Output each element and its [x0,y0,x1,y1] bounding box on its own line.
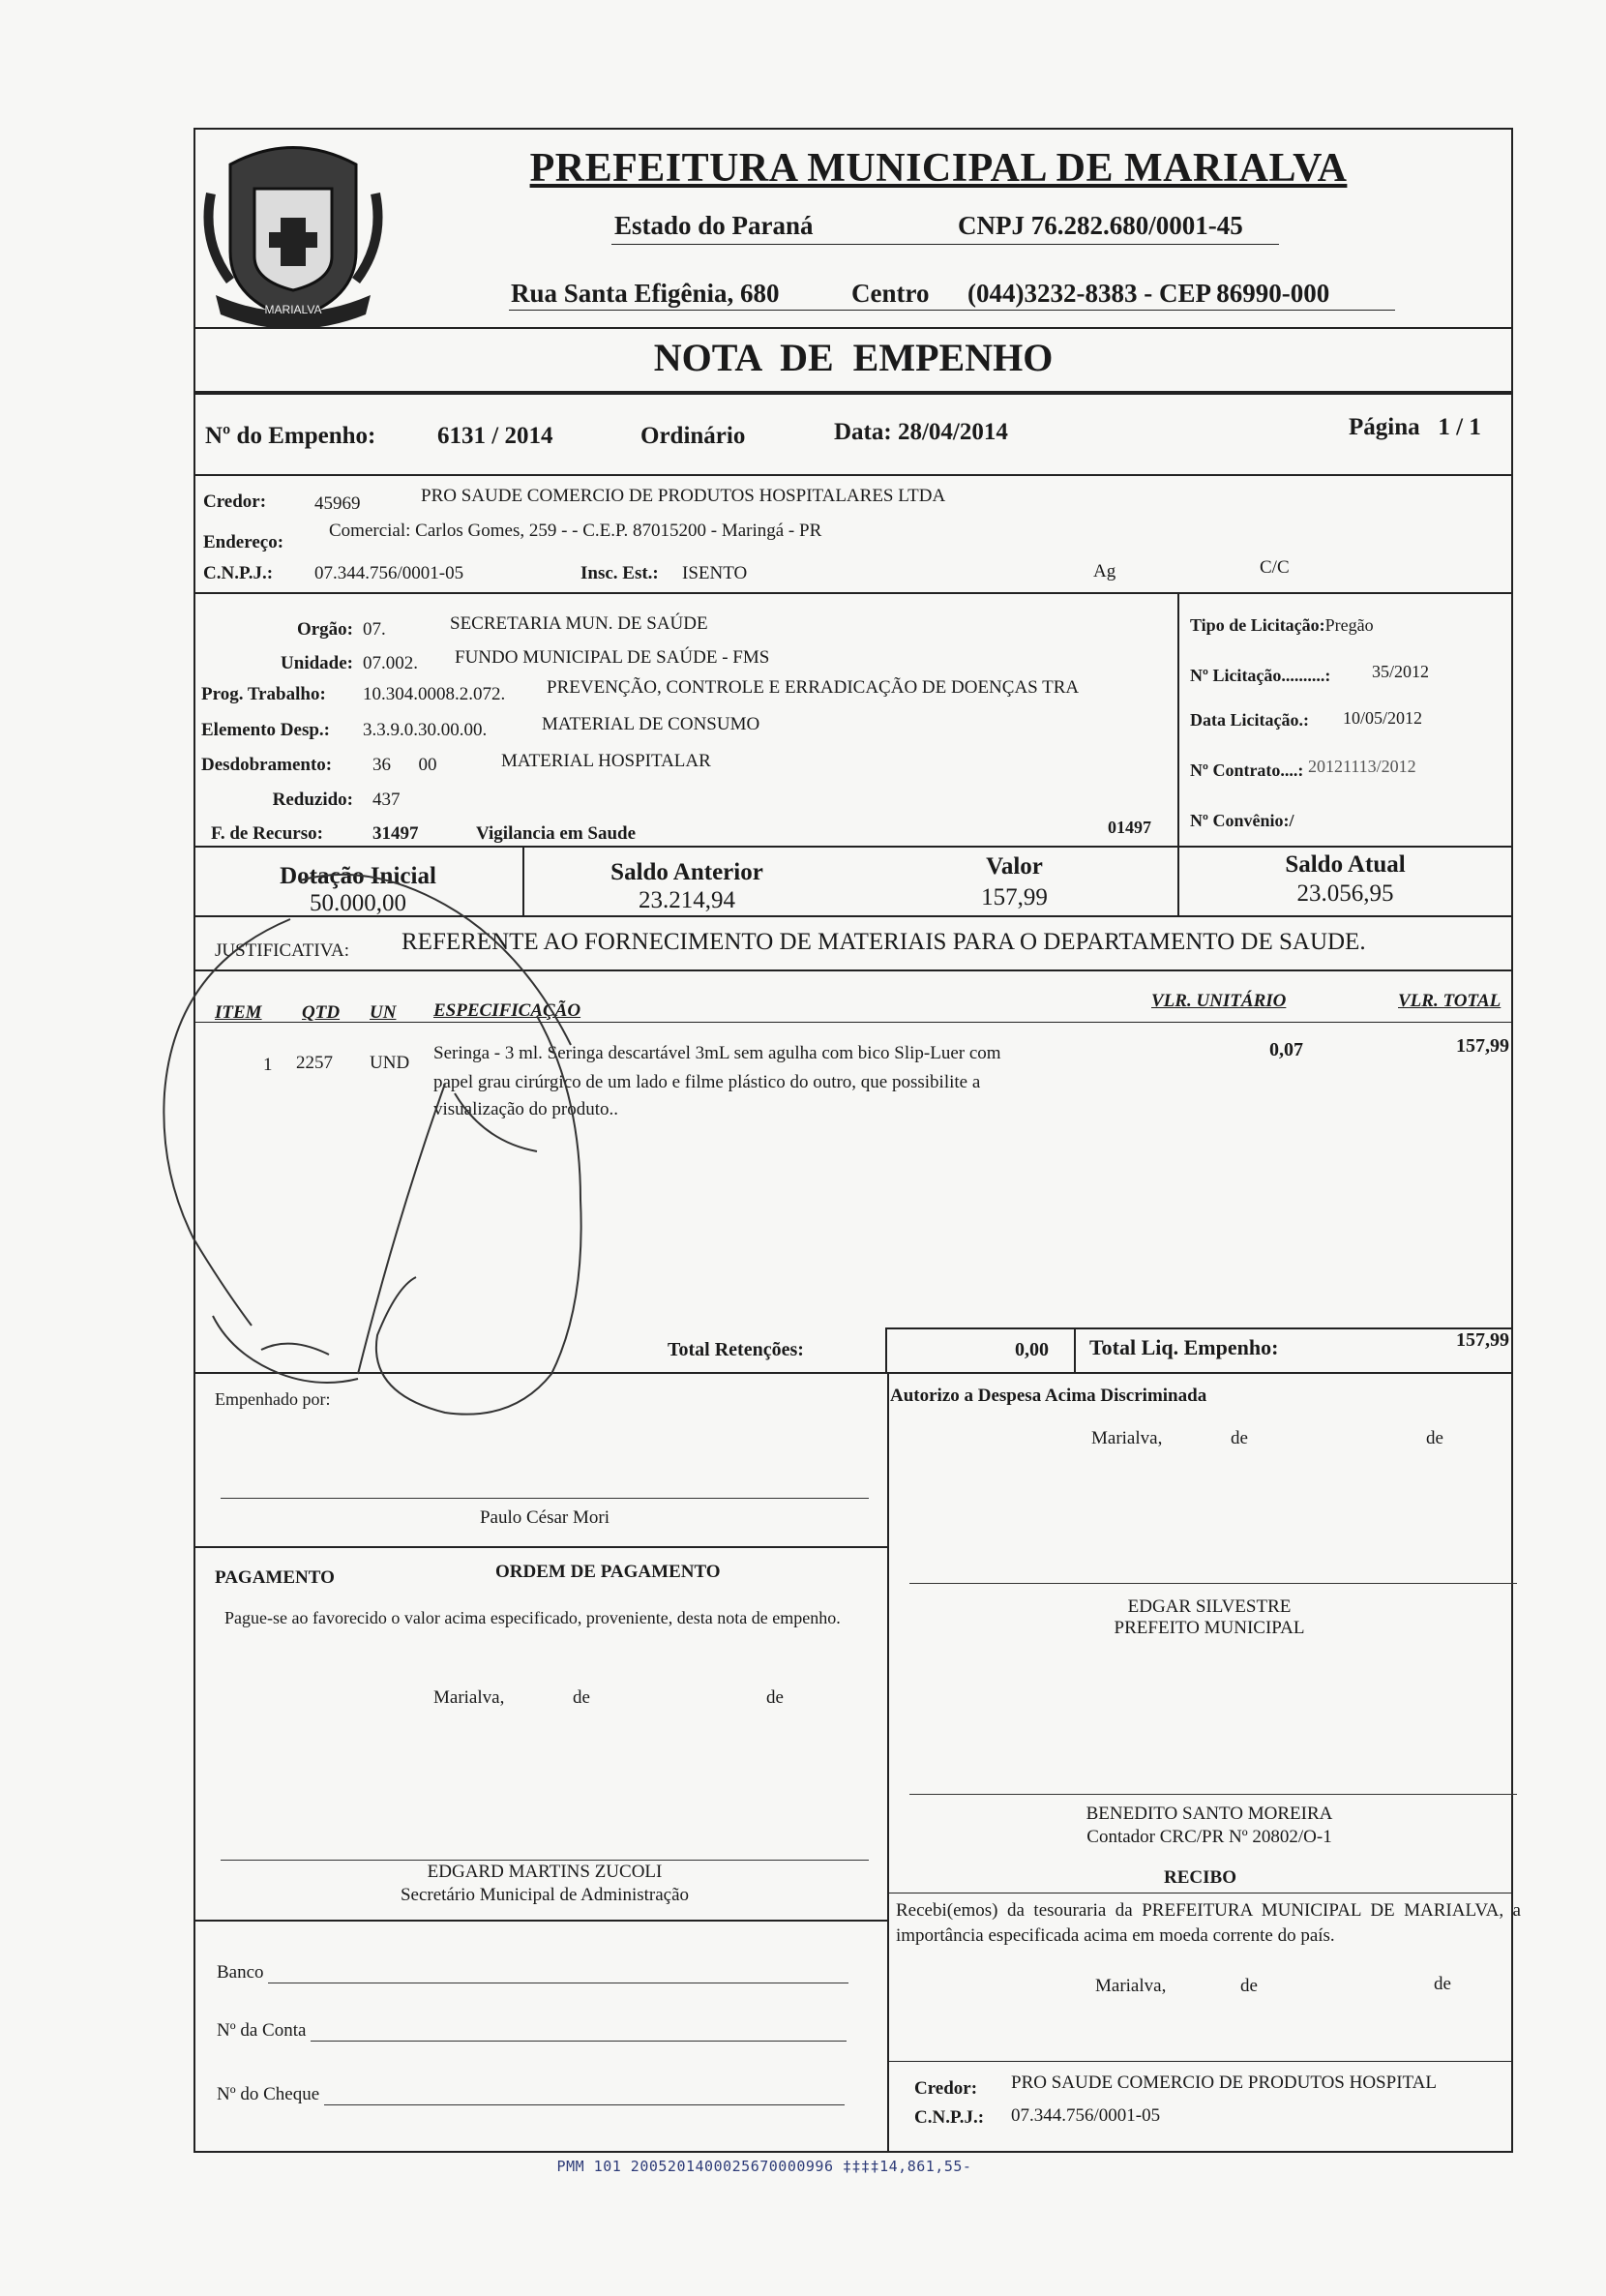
row-spec-line3: visualização do produto.. [433,1099,619,1119]
secretario-signature-line [221,1860,869,1861]
contador-signature-line [909,1794,1517,1795]
autorizo-label: Autorizo a Despesa Acima Discriminada [890,1386,1207,1406]
credor-address: Comercial: Carlos Gomes, 259 - - C.E.P. 87015200 - Maringá - PR [329,521,822,541]
header-cnpj: CNPJ 76.282.680/0001-45 [958,211,1243,240]
credor-name: PRO SAUDE COMERCIO DE PRODUTOS HOSPITALARES LTDA [421,486,946,506]
licitacao-date-label: Data Licitação.: [1190,710,1309,730]
recibo-de-2: de [1434,1974,1451,1994]
licitacao-number-label: Nº Licitação..........: [1190,666,1331,685]
contador-role: Contador CRC/PR Nº 20802/O-1 [1086,1827,1332,1847]
row-total-value: 157,99 [1456,1035,1509,1057]
autorizo-de-2: de [1426,1428,1443,1448]
prefeito-signature-line [909,1583,1517,1584]
valor-label: Valor [986,853,1043,880]
credor-ie: ISENTO [682,563,748,583]
convenio-label: Nº Convênio:/ [1190,811,1294,830]
recibo-credor-name: PRO SAUDE COMERCIO DE PRODUTOS HOSPITAL [1011,2072,1437,2093]
orgao-code: 07. [363,619,386,640]
elem-name: MATERIAL DE CONSUMO [542,714,760,734]
divider-empenho [193,474,1513,476]
totals-divider-1 [885,1327,887,1372]
prog-label: Prog. Trabalho: [201,684,326,704]
retencoes-label: Total Retenções: [668,1339,804,1360]
barcode-text: PMM 101 2005201400025670000996 ‡‡‡‡14,861,55- [556,2158,972,2175]
contrato-number: 20121113/2012 [1308,757,1416,776]
liquido-value: 157,99 [1456,1329,1509,1351]
licitacao-date: 10/05/2012 [1343,708,1423,728]
secretario-name: EDGARD MARTINS ZUCOLI [427,1862,663,1882]
divider-title-bottom [193,391,1513,395]
empenho-number: 6131 / 2014 [437,423,553,449]
empenho-date: Data: 28/04/2014 [834,419,1008,445]
credor-label: Credor: [203,492,267,512]
account-label: C/C [1260,557,1290,578]
empenho-kind: Ordinário [640,423,746,449]
recurso-number: 01497 [1108,818,1151,837]
col-un: UN [370,1002,397,1023]
totals-divider-2 [1074,1327,1076,1372]
unidade-name: FUNDO MUNICIPAL DE SAÚDE - FMS [455,647,770,668]
recibo-credor-label: Credor: [914,2078,978,2099]
desd-label: Desdobramento: [201,755,333,775]
col-total: VLR. TOTAL [1398,991,1502,1011]
credor-cnpj: 07.344.756/0001-05 [314,563,464,583]
justificativa-text: REFERENTE AO FORNECIMENTO DE MATERIAIS PARA O DEPARTAMENTO DE SAUDE. [402,929,1366,955]
cnpj-label: C.N.P.J.: [203,563,274,583]
col-spec: ESPECIFICAÇÃO [433,1000,581,1021]
ordem-pagamento-label: ORDEM DE PAGAMENTO [495,1562,721,1582]
divider-budget [193,846,1513,848]
licitacao-type-label: Tipo de Licitação:Pregão [1190,615,1374,635]
divider-left-banco [193,1920,887,1922]
autorizo-de-1: de [1231,1428,1248,1448]
licitacao-number: 35/2012 [1372,662,1430,681]
divider-left-pagamento [193,1546,887,1548]
conta-label: Nº da Conta [217,2020,307,2041]
contador-name: BENEDITO SANTO MOREIRA [1086,1804,1333,1824]
banco-blank [268,1963,848,1983]
banco-field [217,1962,848,1983]
divider-signatures-vertical [887,1372,889,2153]
conta-field [217,2020,847,2042]
row-qtd: 2257 [296,1053,333,1073]
empenho-number-label: Nº do Empenho: [205,423,376,449]
elem-code: 3.3.9.0.30.00.00. [363,720,488,740]
saldo-anterior-label: Saldo Anterior [610,859,763,885]
recibo-cnpj: 07.344.756/0001-05 [1011,2105,1161,2126]
prog-code: 10.304.0008.2.072. [363,684,506,704]
recibo-label: RECIBO [1164,1867,1236,1888]
dotacao-label: Dotação Inicial [280,863,436,889]
cheque-field [217,2084,845,2105]
saldo-anterior-value: 23.214,94 [639,887,735,913]
contrato-label: Nº Contrato....: [1190,760,1304,780]
header-address: Rua Santa Efigênia, 680 [511,279,780,308]
divider-budget-vertical [1177,592,1179,846]
empenhado-label: Empenhado por: [215,1389,331,1409]
orgao-name: SECRETARIA MUN. DE SAÚDE [450,613,708,634]
prefeito-role: PREFEITO MUNICIPAL [1114,1618,1305,1638]
unidade-label: Unidade: [281,653,353,673]
ordem-text: Pague-se ao favorecido o valor acima especificado, proveniente, desta nota de empenho. [224,1608,841,1627]
agency-label: Ag [1093,561,1116,581]
valor-value: 157,99 [981,884,1048,910]
doc-title: NOTA DE EMPENHO [653,336,1054,379]
pagamento-label: PAGAMENTO [215,1567,335,1588]
elem-label: Elemento Desp.: [201,720,330,740]
justificativa-label: JUSTIFICATIVA: [215,940,350,961]
prog-name: PREVENÇÃO, CONTROLE E ERRADICAÇÃO DE DOENÇAS TRA [547,677,1080,698]
handwritten-signature [155,851,619,1432]
header-underline-1 [611,244,1279,245]
reduzido-label: Reduzido: [272,790,353,810]
institution-title: PREFEITURA MUNICIPAL DE MARIALVA [529,146,1348,191]
empenhado-signature-line [221,1498,869,1499]
orgao-label: Orgão: [296,619,353,640]
recibo-cnpj-label: C.N.P.J.: [914,2107,985,2128]
saldo-atual-label: Saldo Atual [1285,851,1406,878]
ordem-place: Marialva, [433,1687,505,1708]
recurso-label: F. de Recurso: [211,823,323,844]
unidade-code: 07.002. [363,653,418,673]
page-number: Página 1 / 1 [1349,414,1481,440]
row-spec-line2: papel grau cirúrgico de um lado e filme plástico do outro, que possibilite a [433,1072,981,1092]
autorizo-place: Marialva, [1091,1428,1163,1448]
reduzido-value: 437 [372,790,401,810]
conta-blank [311,2021,847,2042]
ordem-de-1: de [573,1687,590,1708]
svg-text:MARIALVA: MARIALVA [264,303,322,316]
ordem-de-2: de [766,1687,784,1708]
secretario-role: Secretário Municipal de Administração [400,1885,690,1905]
recurso-name: Vigilancia em Saude [476,823,637,844]
row-unit-value: 0,07 [1269,1039,1303,1060]
row-spec-line1: Seringa - 3 ml. Seringa descartável 3mL sem agulha com bico Slip-Luer com [433,1043,1001,1063]
header-underline-2 [509,310,1395,311]
liquido-label: Total Liq. Empenho: [1089,1335,1279,1359]
col-qtd: QTD [302,1002,341,1023]
dotacao-value: 50.000,00 [310,890,406,916]
recibo-text: Recebi(emos) da tesouraria da PREFEITURA MUNICIPAL DE MARIALVA, a importância especificada acima em moeda corrente do país. [896,1900,1521,1946]
credor-code: 45969 [314,493,361,514]
row-item: 1 [263,1055,273,1075]
desd-code: 36 00 [372,755,437,775]
divider-title-top [193,327,1513,329]
cheque-label: Nº do Cheque [217,2084,320,2104]
desd-name: MATERIAL HOSPITALAR [501,751,711,771]
header-district: Centro [851,279,930,308]
empenhado-name: Paulo César Mori [479,1507,610,1528]
retencoes-value: 0,00 [1015,1339,1049,1360]
header-phone-cep: (044)3232-8383 - CEP 86990-000 [967,279,1330,308]
divider-credor [193,592,1513,594]
recurso-code: 31497 [372,823,419,844]
cheque-blank [324,2085,845,2105]
address-label: Endereço: [203,532,284,552]
col-unit: VLR. UNITÁRIO [1151,991,1287,1011]
recibo-place: Marialva, [1095,1976,1167,1996]
row-un: UND [370,1053,410,1073]
banco-label: Banco [217,1962,264,1983]
state-label: Estado do Paraná [614,211,814,240]
col-item: ITEM [215,1002,262,1023]
divider-recibo-credor [887,2061,1513,2062]
prefeito-name: EDGAR SILVESTRE [1127,1596,1292,1617]
saldo-atual-value: 23.056,95 [1296,880,1394,907]
ie-label: Insc. Est.: [580,563,659,583]
recibo-de-1: de [1240,1976,1258,1996]
crest-logo [201,135,385,329]
